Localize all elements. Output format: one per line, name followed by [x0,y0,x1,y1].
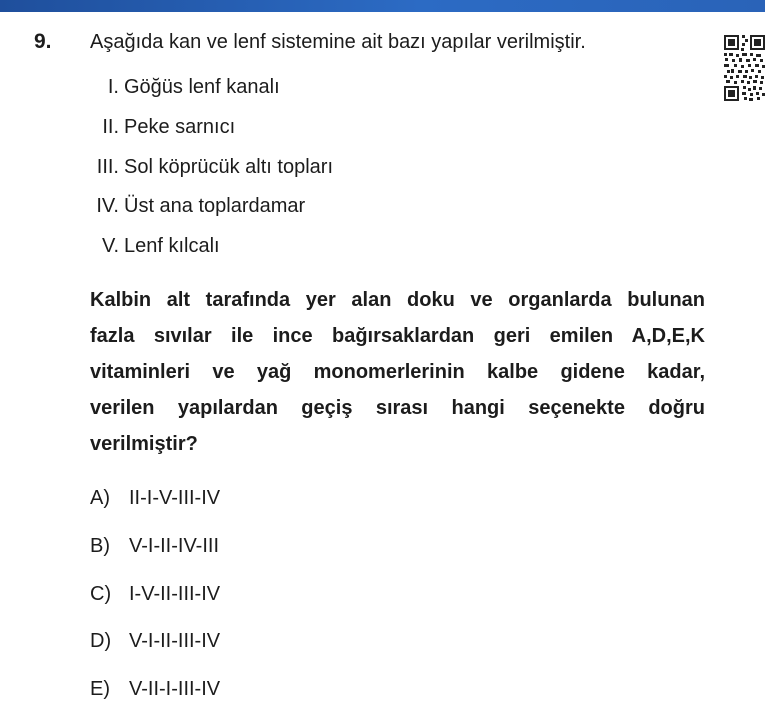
option-text: V-II-I-III-IV [129,678,221,700]
item-numeral: III. [96,156,119,178]
answer-option-b[interactable] [90,535,219,558]
option-letter: A) [90,487,110,509]
answer-option-e[interactable] [90,678,220,701]
option-text: V-I-II-III-IV [129,630,221,652]
item-text: Sol köprücük altı topları [124,156,333,178]
list-item [0,76,765,102]
item-numeral: V. [101,235,119,257]
header-band [0,0,765,12]
list-item [0,156,765,182]
option-text: V-I-II-IV-III [129,535,220,557]
question-prompt [90,282,705,462]
prompt-line: verilen yapılardan geçiş sırası hangi seçenekte doğru [90,397,705,419]
option-letter: B) [90,535,110,557]
item-numeral: IV. [96,195,119,217]
prompt-line: Kalbin alt tarafında yer alan doku ve organlarda bulunan [90,289,705,311]
option-letter: D) [90,630,112,652]
question-number: 9. [34,30,52,53]
option-text: I-V-II-III-IV [129,583,221,605]
item-text: Lenf kılcalı [124,235,220,257]
option-letter: E) [90,678,110,700]
item-numeral: I. [107,76,119,98]
item-text: Üst ana toplardamar [124,195,306,217]
answer-option-d[interactable] [90,630,220,653]
list-item [0,235,765,261]
option-letter: C) [90,583,112,605]
list-item [0,195,765,221]
list-item [0,116,765,142]
answer-option-a[interactable] [90,487,220,510]
answer-option-c[interactable] [90,583,220,606]
question-stem: Aşağıda kan ve lenf sistemine ait bazı yapılar verilmiştir. [90,31,586,53]
item-text: Peke sarnıcı [124,116,236,138]
option-text: II-I-V-III-IV [129,487,221,509]
prompt-line: fazla sıvılar ile ince bağırsaklardan geri emilen A,D,E,K [90,325,705,347]
prompt-line: verilmiştir? [90,433,198,455]
prompt-line: vitaminleri ve yağ monomerlerinin kalbe gidene kadar, [90,361,705,383]
item-text: Göğüs lenf kanalı [124,76,280,98]
item-numeral: II. [102,116,119,138]
